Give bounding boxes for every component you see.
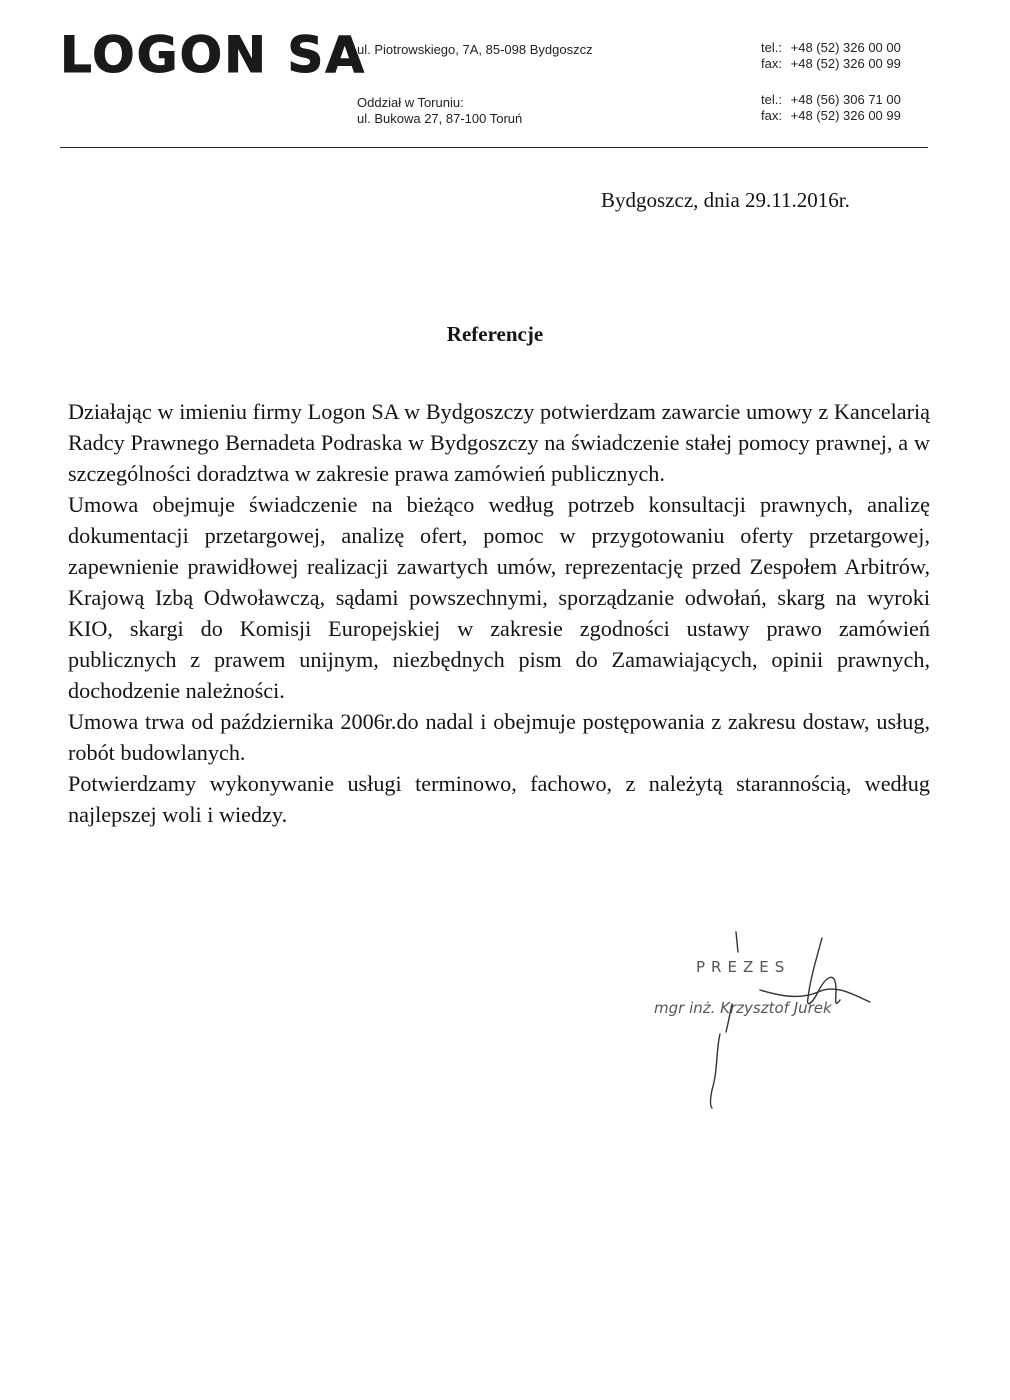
main-fax: +48 (52) 326 00 99 (790, 56, 901, 71)
main-contact-block (761, 40, 901, 72)
company-logo: LOGON SA (60, 26, 367, 84)
main-fax-label: fax: (761, 56, 782, 71)
signature-stamp-name: mgr inż. Krzysztof Jurek (654, 999, 832, 1017)
company-address: ul. Piotrowskiego, 7A, 85-098 Bydgoszcz (357, 42, 593, 57)
main-tel-label: tel.: (761, 40, 782, 55)
header-divider (60, 147, 928, 148)
branch-address: ul. Bukowa 27, 87-100 Toruń (357, 111, 523, 126)
branch-contact-block (761, 92, 901, 124)
paragraph: Umowa obejmuje świadczenie na bieżąco według potrzeb konsultacji prawnych, analizę dokumentacji przetargowej, analizę ofert, pomoc w przygotowaniu oferty przetargowej, zapewnienie prawidłowej realizacji zawartych umów, reprezentację przed Zespołem Arbitrów, Krajową Izbą Odwoławczą, sądami powszechnymi, sporządzanie odwołań, skarg na wyroki KIO, skargi do Komisji Europejskiej w zakresie zgodności ustawy prawo zamówień publicznych z prawem unijnym, niezbędnych pism do Zamawiających, opinii prawnych, dochodzenie należności. (68, 492, 930, 703)
branch-label: Oddział w Toruniu: (357, 95, 464, 110)
signature-stamp-title: PREZES (696, 958, 791, 976)
branch-fax: +48 (52) 326 00 99 (790, 108, 901, 123)
branch-tel: +48 (56) 306 71 00 (790, 92, 901, 107)
date-line: Bydgoszcz, dnia 29.11.2016r. (601, 188, 850, 212)
paragraph: Potwierdzamy wykonywanie usługi terminowo, fachowo, z należytą starannością, według najlepszej woli i wiedzy. (68, 771, 930, 827)
branch-fax-label: fax: (761, 108, 782, 123)
branch-address-block (357, 95, 522, 127)
branch-tel-label: tel.: (761, 92, 782, 107)
letter-body (68, 396, 930, 830)
document-title: Referencje (446, 322, 544, 346)
paragraph: Działając w imieniu firmy Logon SA w Bydgoszczy potwierdzam zawarcie umowy z Kancelarią Radcy Prawnego Bernadeta Podraska w Bydgoszczy na świadczenie stałej pomocy prawnej, a w szczególności doradztwa w zakresie prawa zamówień publicznych. (68, 399, 930, 486)
paragraph: Umowa trwa od października 2006r.do nadal i obejmuje postępowania z zakresu dostaw, usług, robót budowlanych. (68, 709, 930, 765)
handwritten-signature (640, 930, 900, 1110)
main-tel: +48 (52) 326 00 00 (790, 40, 901, 55)
